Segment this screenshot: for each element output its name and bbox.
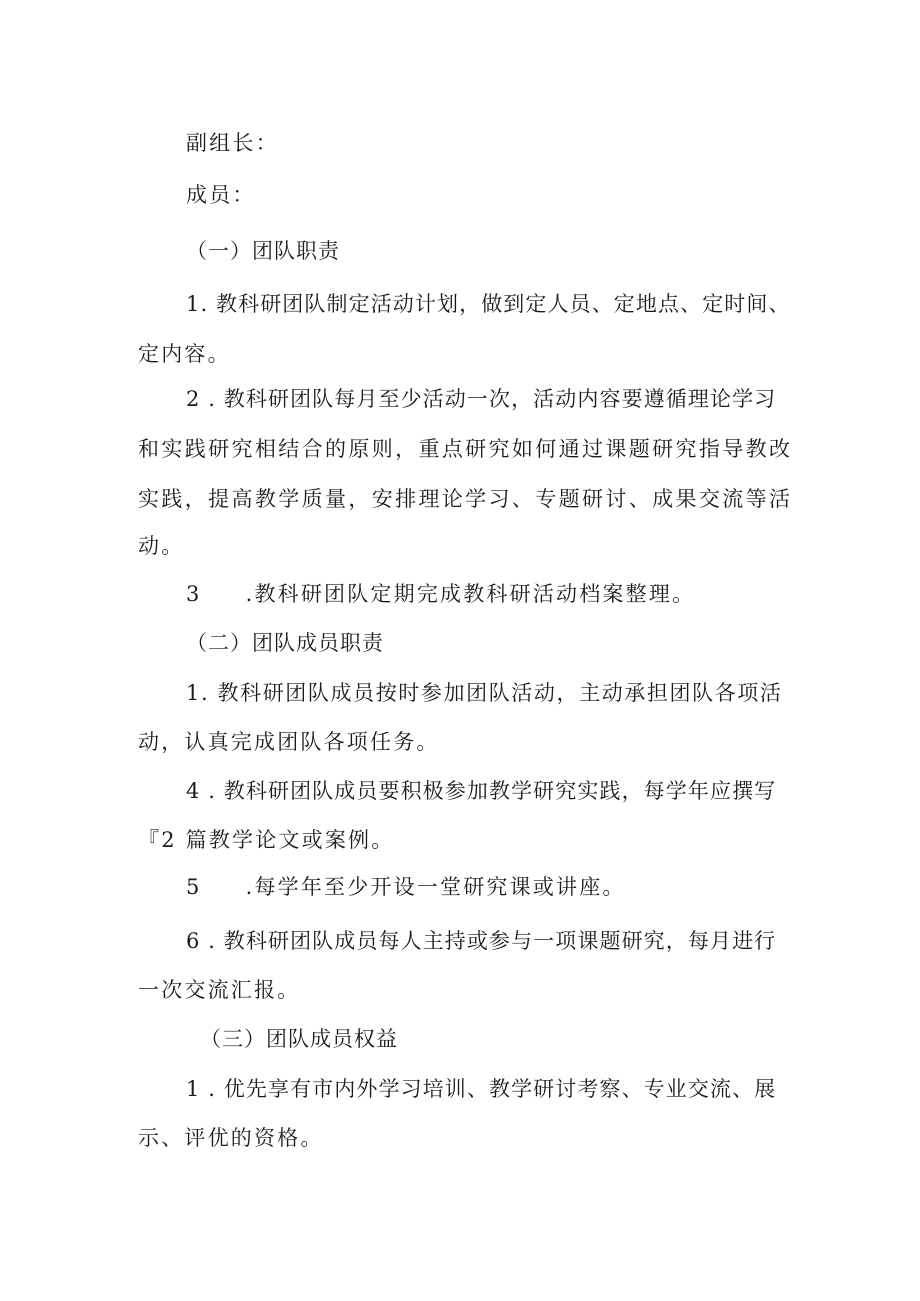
duty-item-3-number: 3 xyxy=(186,582,202,606)
member-duty-item-5-text: .每学年至少开设一堂研究课或讲座。 xyxy=(245,875,626,899)
duty-item-2-line-4: 动。 xyxy=(138,534,185,558)
member-duty-item-1-line-1: 1. 教科研团队成员按时参加团队活动，主动承担团队各项活 xyxy=(186,681,783,705)
duty-item-3 xyxy=(186,579,695,609)
duty-item-3-text: .教科研团队定期完成教科研活动档案整理。 xyxy=(245,582,696,606)
member-duty-item-6-line-1: 6 . 教科研团队成员每人主持或参与一项课题研究，每月进行 xyxy=(186,929,777,953)
duty-item-2-line-2: 和实践研究相结合的原则，重点研究如何通过课题研究指导教改 xyxy=(138,437,790,461)
duty-item-2-line-3: 实践，提高教学质量，安排理论学习、专题研讨、成果交流等活 xyxy=(138,487,790,511)
member-duty-item-5 xyxy=(186,872,626,902)
member-rights-item-1-line-1: 1 . 优先享有市内外学习培训、教学研讨考察、专业交流、展 xyxy=(186,1077,777,1101)
deputy-leader-label: 副组长： xyxy=(186,131,279,155)
duty-item-2-line-1: 2 . 教科研团队每月至少活动一次，活动内容要遵循理论学习 xyxy=(186,387,777,411)
member-rights-item-1-line-2: 示、评优的资格。 xyxy=(138,1126,324,1150)
section-heading-duties: （一）团队职责 xyxy=(186,239,340,263)
duty-item-1-line-2: 定内容。 xyxy=(138,342,231,366)
member-duty-item-6-line-2: 一次交流汇报。 xyxy=(138,978,301,1002)
member-duty-item-4-line-2: 『2 篇教学论文或案例。 xyxy=(138,828,395,852)
member-duty-item-5-number: 5 xyxy=(186,875,202,899)
section-heading-member-rights: （三）团队成员权益 xyxy=(200,1027,398,1051)
duty-item-1-line-1: 1. 教科研团队制定活动计划，做到定人员、定地点、定时间、 xyxy=(186,292,791,316)
section-heading-member-duties: （二）团队成员职责 xyxy=(186,631,384,655)
members-label: 成员： xyxy=(186,183,256,207)
member-duty-item-4-line-1: 4 . 教科研团队成员要积极参加教学研究实践，每学年应撰写 xyxy=(186,779,777,803)
member-duty-item-1-line-2: 动，认真完成团队各项任务。 xyxy=(138,730,440,754)
